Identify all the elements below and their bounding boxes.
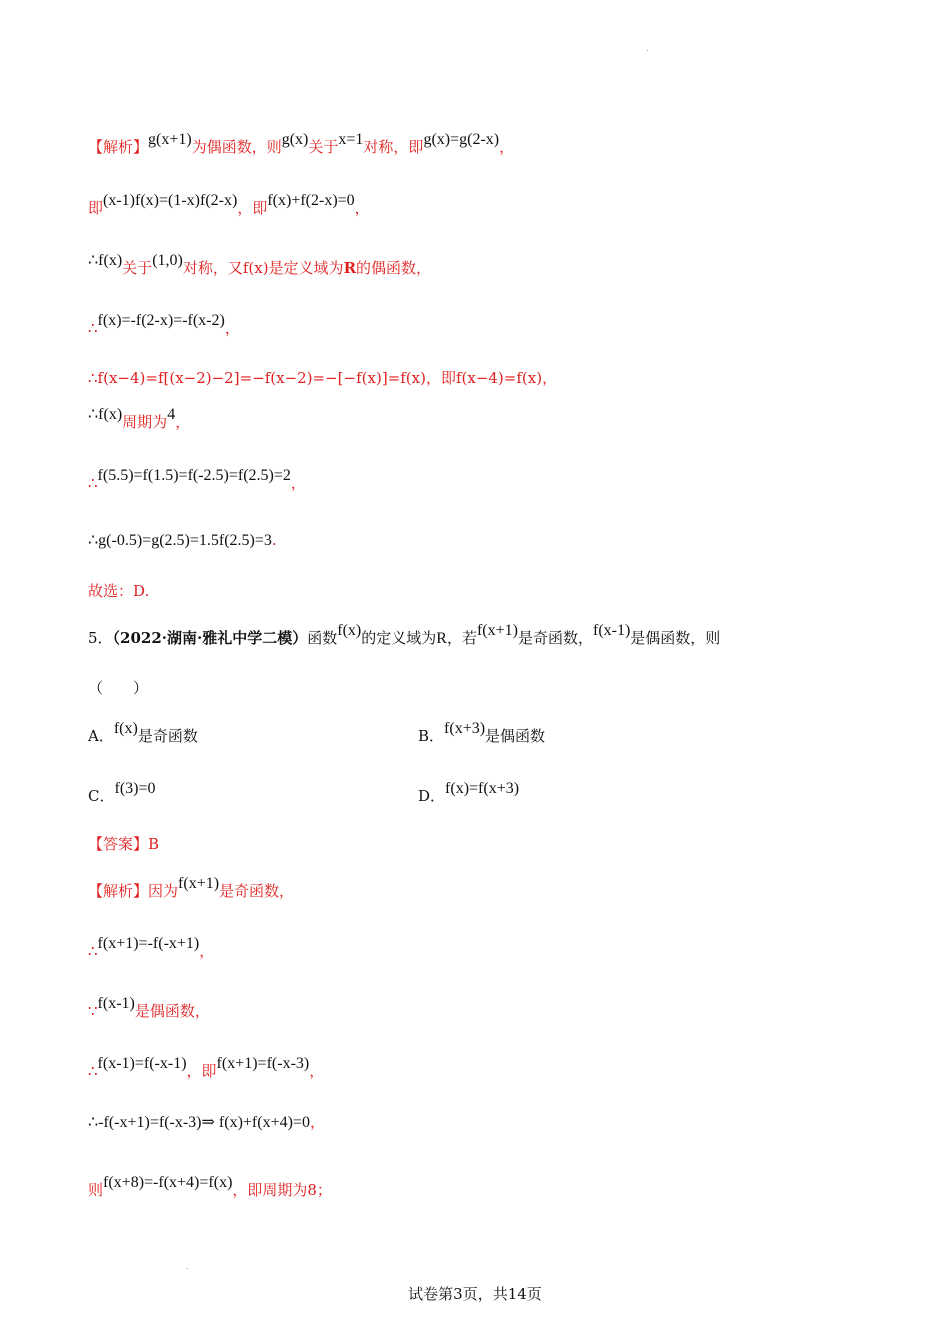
option-a[interactable] bbox=[88, 720, 198, 747]
answer5 bbox=[88, 834, 159, 854]
math-expr: f(x+1) bbox=[476, 622, 518, 639]
solution1-conclusion: 故选：D. bbox=[88, 582, 150, 600]
solution5-line6 bbox=[88, 1174, 332, 1201]
solution1-line7 bbox=[88, 467, 306, 494]
text: ，即周期为8； bbox=[232, 1181, 332, 1199]
math-expr: f(x+1)=-f(-x+1) bbox=[97, 935, 200, 952]
text: ， bbox=[175, 413, 191, 431]
option-text: 是偶函数 bbox=[485, 727, 546, 745]
text: 是奇函数， bbox=[219, 882, 295, 900]
text: R bbox=[343, 259, 357, 277]
math-expr: f(x+8)=-f(x+4)=f(x) bbox=[103, 1174, 233, 1191]
math-expr: f(x-1) bbox=[592, 622, 631, 639]
math-expr: f(5.5)=f(1.5)=f(-2.5)=f(2.5)=2 bbox=[97, 467, 291, 484]
math-expr: f(3)=0 bbox=[114, 780, 156, 797]
math-expr: 4 bbox=[167, 406, 176, 423]
solution1-line6 bbox=[88, 406, 191, 433]
text: ，若 bbox=[446, 629, 477, 647]
math-expr: g(x)=g(2-x) bbox=[423, 131, 500, 148]
option-text: 是奇函数 bbox=[137, 727, 198, 745]
math-expr: f(x)+f(2-x)=0 bbox=[267, 192, 355, 209]
math-expr: x=1 bbox=[338, 131, 364, 148]
math-expr: f(x-1) bbox=[97, 995, 135, 1012]
question5-stem bbox=[88, 622, 721, 649]
question-source: （2022·湖南·雅礼中学二模） bbox=[112, 629, 308, 647]
math-expr: f(x) bbox=[337, 622, 362, 639]
text: ， bbox=[309, 1062, 325, 1080]
text: ∴ bbox=[88, 942, 98, 960]
question-number: 5． bbox=[88, 629, 113, 647]
solution5-line4 bbox=[88, 1055, 325, 1082]
text: 对称，又f(x)是定义域为 bbox=[182, 259, 344, 277]
text: 是偶函数， bbox=[134, 1002, 210, 1020]
text: ， bbox=[224, 319, 240, 337]
text: . bbox=[271, 531, 277, 549]
text: ， bbox=[199, 942, 215, 960]
math-expr: ∴g(-0.5)=g(2.5)=1.5f(2.5)=3 bbox=[88, 532, 272, 549]
math-expr: g(x+1) bbox=[148, 131, 192, 148]
text: ∵ bbox=[88, 1002, 98, 1020]
solution1-line2 bbox=[88, 192, 370, 219]
answer-tag: 【答案】 bbox=[88, 835, 149, 853]
math-expr: ∴f(x) bbox=[88, 252, 123, 269]
option-c[interactable] bbox=[88, 780, 156, 807]
option-label: A． bbox=[88, 727, 114, 745]
text: 函数 bbox=[307, 629, 338, 647]
text: 是奇函数， bbox=[517, 629, 593, 647]
answer-value: B bbox=[148, 835, 160, 853]
text: ， bbox=[499, 138, 515, 156]
text: 对称，即 bbox=[363, 138, 424, 156]
math-expr: R bbox=[436, 630, 447, 647]
math-expr: f(x) bbox=[113, 720, 138, 737]
math-expr: f(x-1)=f(-x-1) bbox=[97, 1055, 187, 1072]
question5-blank: （ ） bbox=[88, 679, 149, 697]
solution5-line5 bbox=[88, 1112, 325, 1133]
math-expr: ∴f(x) bbox=[88, 406, 123, 423]
text: ， bbox=[290, 474, 306, 492]
solution1-line4 bbox=[88, 312, 240, 339]
text: 即 bbox=[88, 199, 104, 217]
text: ， bbox=[354, 199, 370, 217]
solution5-line1 bbox=[88, 875, 295, 902]
option-label: D． bbox=[418, 787, 446, 805]
analysis-tag: 【解析】 bbox=[88, 882, 149, 900]
math-expr: (x-1)f(x)=(1-x)f(2-x) bbox=[103, 192, 238, 209]
analysis-tag: 【解析】 bbox=[88, 138, 149, 156]
text: ， bbox=[309, 1113, 325, 1131]
header-mark: . bbox=[646, 44, 649, 53]
solution5-line3 bbox=[88, 995, 210, 1022]
option-b[interactable] bbox=[418, 720, 546, 747]
text: 则 bbox=[88, 1181, 104, 1199]
solution1-line3 bbox=[88, 252, 432, 279]
text: 因为 bbox=[148, 882, 179, 900]
text: ∴ bbox=[88, 1062, 98, 1080]
option-label: B． bbox=[418, 727, 445, 745]
text: ∴ bbox=[88, 474, 98, 492]
text: 关于 bbox=[308, 138, 339, 156]
math-expr: f(x+1) bbox=[178, 875, 220, 892]
text: 的偶函数， bbox=[356, 259, 432, 277]
math-expr: f(x+1)=f(-x-3) bbox=[216, 1055, 310, 1072]
text: 周期为 bbox=[122, 413, 168, 431]
option-label: C． bbox=[88, 787, 115, 805]
text: ∴ bbox=[88, 319, 98, 337]
math-expr: g(x) bbox=[281, 131, 309, 148]
math-expr: f(x)=f(x+3) bbox=[445, 780, 520, 797]
solution1-line1 bbox=[88, 131, 515, 158]
math-expr: f(x)=-f(2-x)=-f(x-2) bbox=[97, 312, 225, 329]
page-footer: 试卷第3页，共14页 bbox=[408, 1285, 542, 1303]
text: ，即 bbox=[186, 1062, 217, 1080]
text: ，即 bbox=[237, 199, 268, 217]
math-expr: f(x+3) bbox=[444, 720, 486, 737]
text: 关于 bbox=[122, 259, 153, 277]
solution1-line5: ∴f(x−4)=f[(x−2)−2]=−f(x−2)=−[−f(x)]=f(x)，即f(x−4)=f(x)， bbox=[88, 369, 558, 387]
bottom-mark: . bbox=[186, 1262, 189, 1271]
math-expr: (1,0) bbox=[152, 252, 183, 269]
option-d[interactable] bbox=[418, 780, 520, 807]
text: 的定义域为 bbox=[361, 629, 437, 647]
text: 为偶函数，则 bbox=[191, 138, 282, 156]
text: 是偶函数，则 bbox=[630, 629, 721, 647]
solution5-line2 bbox=[88, 935, 215, 962]
math-expr: ∴-f(-x+1)=f(-x-3)⇒ f(x)+f(x+4)=0 bbox=[88, 1114, 310, 1131]
solution1-line8 bbox=[88, 530, 277, 551]
